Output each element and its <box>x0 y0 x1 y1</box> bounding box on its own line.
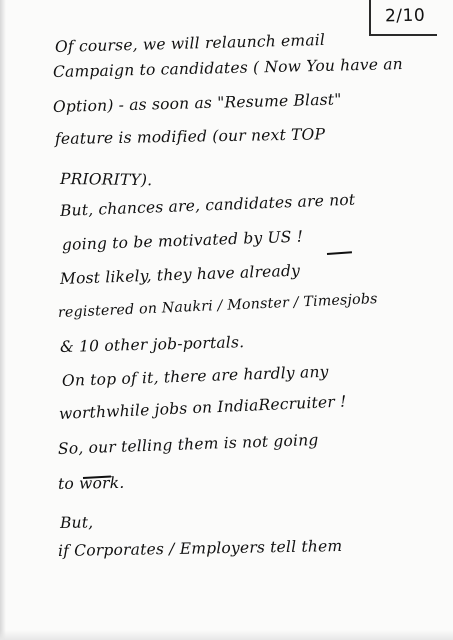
note-line-12: worthwhile jobs on IndiaRecruiter ! <box>58 392 347 423</box>
note-line-3: Option) - as soon as "Resume Blast" <box>52 90 342 116</box>
note-line-2: Campaign to candidates ( Now You have an <box>52 55 404 81</box>
page-number: 2/10 <box>384 5 426 27</box>
note-line-15: But, <box>59 513 94 532</box>
scan-left-edge-shadow <box>0 0 6 640</box>
note-line-6: But, chances are, candidates are not <box>59 190 356 220</box>
note-line-8: Most likely, they have already <box>59 261 301 288</box>
note-line-11: On top of it, there are hardly any <box>61 362 329 390</box>
note-line-16: if Corporates / Employers tell them <box>57 537 343 560</box>
note-line-13: So, our telling them is not going <box>57 430 319 458</box>
note-line-7: going to be motivated by US ! <box>61 227 304 254</box>
note-line-4: feature is modified (our next TOP <box>54 125 326 148</box>
us-underline <box>327 251 352 255</box>
note-line-10: & 10 other job-portals. <box>59 333 245 356</box>
scan-bottom-edge-shadow <box>0 630 453 640</box>
note-line-5: PRIORITY). <box>59 170 153 190</box>
note-line-9: registered on Naukri / Monster / Timesjobs <box>57 291 378 321</box>
note-line-1: Of course, we will relaunch email <box>54 30 326 56</box>
note-line-14: to work. <box>57 473 125 493</box>
